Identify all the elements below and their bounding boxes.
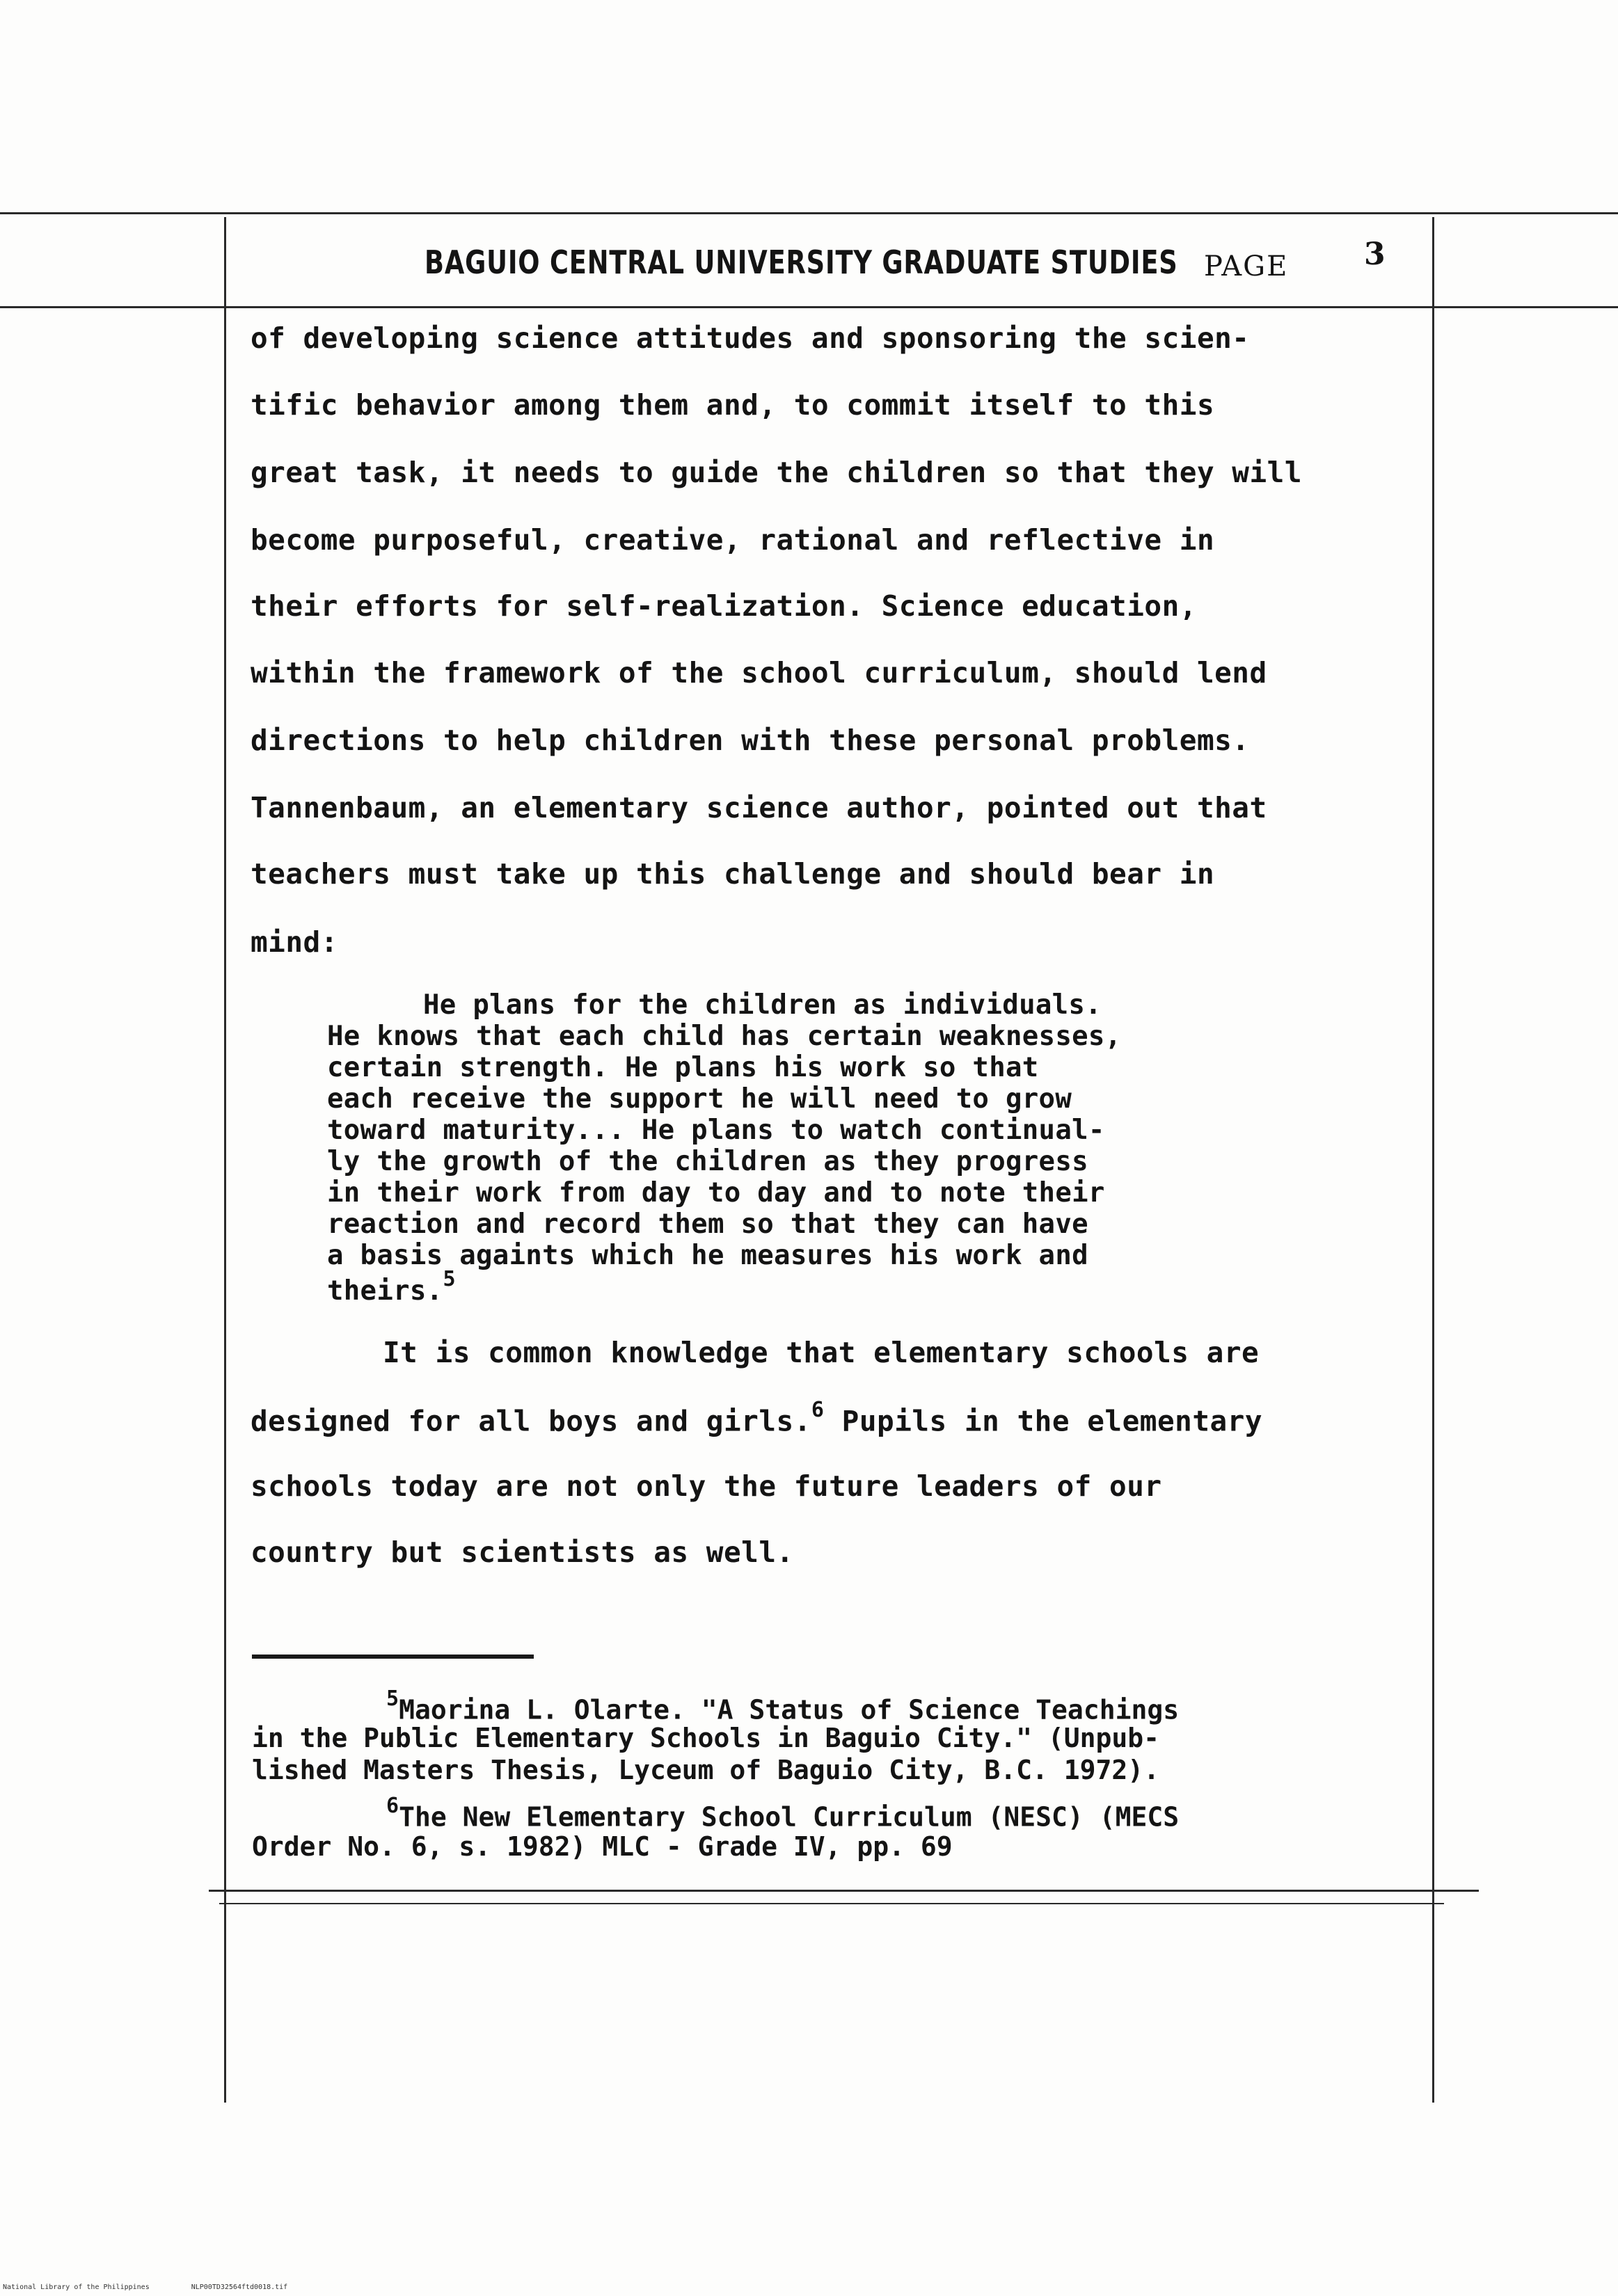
footer-filename: NLP00TD32564ftd0018.tif: [191, 2283, 288, 2291]
quote-line: certain strength. He plans his work so that: [327, 1052, 1039, 1083]
footnote-6-line: [386, 1794, 1180, 1833]
header-rule: [0, 306, 1618, 308]
quote-line: toward maturity... He plans to watch continual-: [327, 1115, 1105, 1146]
body-line: tific behavior among them and, to commit itself to this: [251, 388, 1215, 422]
footnote-5-line: in the Public Elementary Schools in Baguio City." (Unpub-: [252, 1723, 1160, 1753]
body-line: their efforts for self-realization. Science education,: [251, 589, 1197, 623]
quote-line: [327, 1267, 456, 1307]
quote-line: ly the growth of the children as they progress: [327, 1146, 1088, 1177]
quote-line: a basis againts which he measures his work and: [327, 1240, 1088, 1271]
footnote-5-line: [386, 1687, 1180, 1725]
quote-reference-mark: 5: [443, 1267, 456, 1291]
top-rule: [0, 212, 1618, 214]
quote-line: He plans for the children as individuals.: [423, 989, 1102, 1021]
footnote-6-number: 6: [386, 1794, 399, 1818]
body-line: great task, it needs to guide the children so that they will: [251, 456, 1303, 489]
body-line: directions to help children with these personal problems.: [251, 724, 1250, 757]
quote-last-word: theirs.: [327, 1275, 443, 1307]
body-line: Tannenbaum, an elementary science author, pointed out that: [251, 791, 1267, 824]
body-line: within the framework of the school curriculum, should lend: [251, 656, 1267, 689]
header-title: BAGUIO CENTRAL UNIVERSITY GRADUATE STUDIES: [425, 244, 1178, 281]
quote-line: in their work from day to day and to note their: [327, 1177, 1105, 1209]
body-line: It is common knowledge that elementary schools are: [383, 1336, 1260, 1369]
footnote-5-line: lished Masters Thesis, Lyceum of Baguio City, B.C. 1972).: [252, 1755, 1160, 1785]
footnote-5-number: 5: [386, 1687, 399, 1711]
page-label: PAGE: [1204, 250, 1289, 282]
body-line: teachers must take up this challenge and should bear in: [251, 857, 1215, 891]
bottom-rule-lower: [219, 1903, 1444, 1904]
body-line: become purposeful, creative, rational and reflective in: [251, 523, 1215, 557]
footnote-separator: [252, 1655, 534, 1659]
body-line: mind:: [251, 925, 338, 959]
reference-mark: 6: [811, 1398, 825, 1422]
body-line: of developing science attitudes and sponsoring the scien-: [251, 321, 1250, 355]
body-text: Pupils in the elementary: [824, 1404, 1263, 1438]
quote-line: reaction and record them so that they can have: [327, 1209, 1088, 1240]
scan-footer: [3, 2283, 329, 2291]
body-text: designed for all boys and girls.: [251, 1404, 811, 1438]
page-number: 3: [1364, 237, 1386, 272]
right-margin-rule: [1432, 217, 1434, 2103]
footnote-text: Maorina L. Olarte. "A Status of Science Teachings: [399, 1694, 1180, 1725]
body-line: [251, 1398, 1263, 1438]
footnote-6-line: Order No. 6, s. 1982) MLC - Grade IV, pp. 69: [252, 1831, 953, 1862]
left-margin-rule: [224, 217, 226, 2103]
footer-library: National Library of the Philippines: [3, 2283, 150, 2291]
bottom-rule: [209, 1890, 1479, 1892]
body-line: schools today are not only the future leaders of our: [251, 1469, 1162, 1503]
body-line: country but scientists as well.: [251, 1536, 794, 1569]
quote-line: each receive the support he will need to grow: [327, 1083, 1072, 1115]
quote-line: He knows that each child has certain weaknesses,: [327, 1021, 1122, 1052]
footnote-text: The New Elementary School Curriculum (NESC) (MECS: [399, 1801, 1180, 1833]
